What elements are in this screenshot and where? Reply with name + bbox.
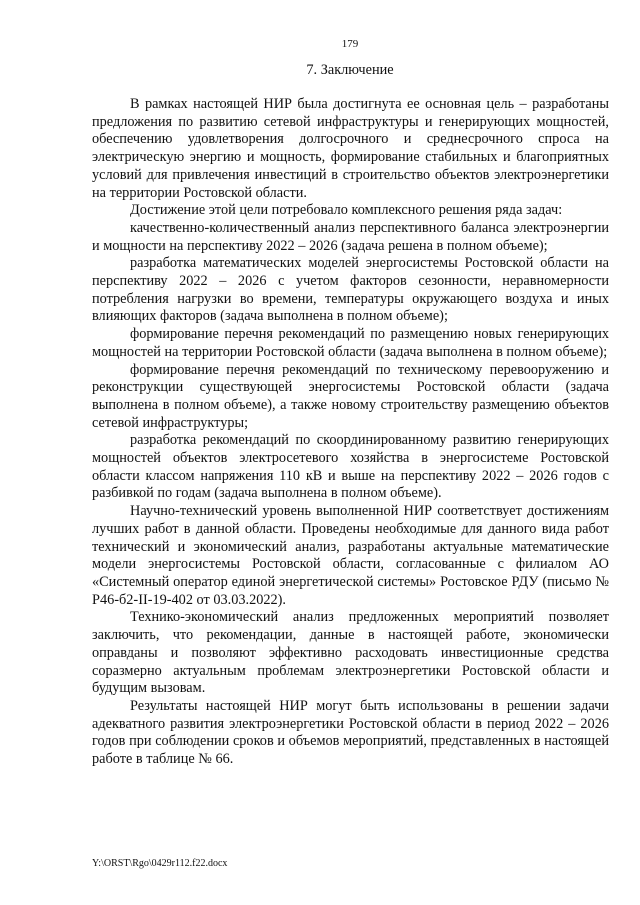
- section-title: 7. Заключение: [306, 62, 394, 78]
- paragraph-task-balance: качественно-количественный анализ перспективного баланса электроэнергии и мощности на перспективу 2022 – 2026 (задача решена в полном объеме);: [92, 219, 609, 254]
- paragraph-tasks-intro: Достижение этой цели потребовало комплексного решения ряда задач:: [130, 202, 563, 219]
- paragraph-task-generation: формирование перечня рекомендаций по размещению новых генерирующих мощностей на территории Ростовской области (задача выполнена в полном объеме);: [92, 326, 609, 360]
- footer-file-path: Y:\ORST\Rgo\0429r112.f22.docx: [92, 858, 228, 869]
- paragraph-task-coordination: разработка рекомендаций по скоординированному развитию генерирующих мощностей объектов электросетевого хозяйства в энергосистеме Ростовской области классом напряжения 110 кВ и выше на перспективу 2022 – 2026 годов с разбивкой по годам (задача выполнена в полном объеме).: [92, 432, 609, 502]
- document-body: [92, 96, 609, 769]
- page-number: 179: [341, 38, 359, 50]
- paragraph-scientific-level: Научно-технический уровень выполненной НИР соответствует достижениям лучших работ в данной области. Проведены необходимые для данного вида работ технический и экономический анализ, разработаны актуальные математические модели энергосистемы Ростовской области, согласованные с филиалом АО «Системный оператор единой энергетической системы» Ростовское РДУ (письмо № Р46-б2-II-19-402 от 03.03.2022).: [92, 503, 609, 608]
- paragraph-task-models: разработка математических моделей энергосистемы Ростовской области на перспективу 2022 – 2026 с учетом факторов сезонности, неравномерности потребления нагрузки во времени, температуры окружающего воздуха и иных влияющих факторов (задача выполнена в полном объеме);: [92, 255, 609, 325]
- paragraph-goal: В рамках настоящей НИР была достигнута ее основная цель – разработаны предложения по развитию сетевой инфраструктуры и генерирующих мощностей, обеспечению удовлетворения долгосрочного и среднесрочного спроса на электрическую энергию и мощность, формирование стабильных и благоприятных условий для привлечения инвестиций в строительство объектов электроэнергетики на территории Ростовской области.: [92, 96, 609, 201]
- paragraph-economic-analysis: Технико-экономический анализ предложенных мероприятий позволяет заключить, что рекомендации, данные в настоящей работе, экономически оправданы и позволяют эффективно расходовать инвестиционные средства соразмерно актуальным проблемам электроэнергетики Ростовской области и будущим вызовам.: [92, 609, 609, 697]
- paragraph-results: Результаты настоящей НИР могут быть использованы в решении задачи адекватного развития электроэнергетики Ростовской области в период 2022 – 2026 годов при соблюдении сроков и объемов мероприятий, представленных в настоящей работе в таблице № 66.: [92, 697, 609, 768]
- paragraph-task-reconstruction: формирование перечня рекомендаций по техническому перевооружению и реконструкции существующей энергосистемы Ростовской области (задача выполнена в полном объеме), а также новому строительству размещению объектов сетевой инфраструктуры;: [92, 361, 609, 431]
